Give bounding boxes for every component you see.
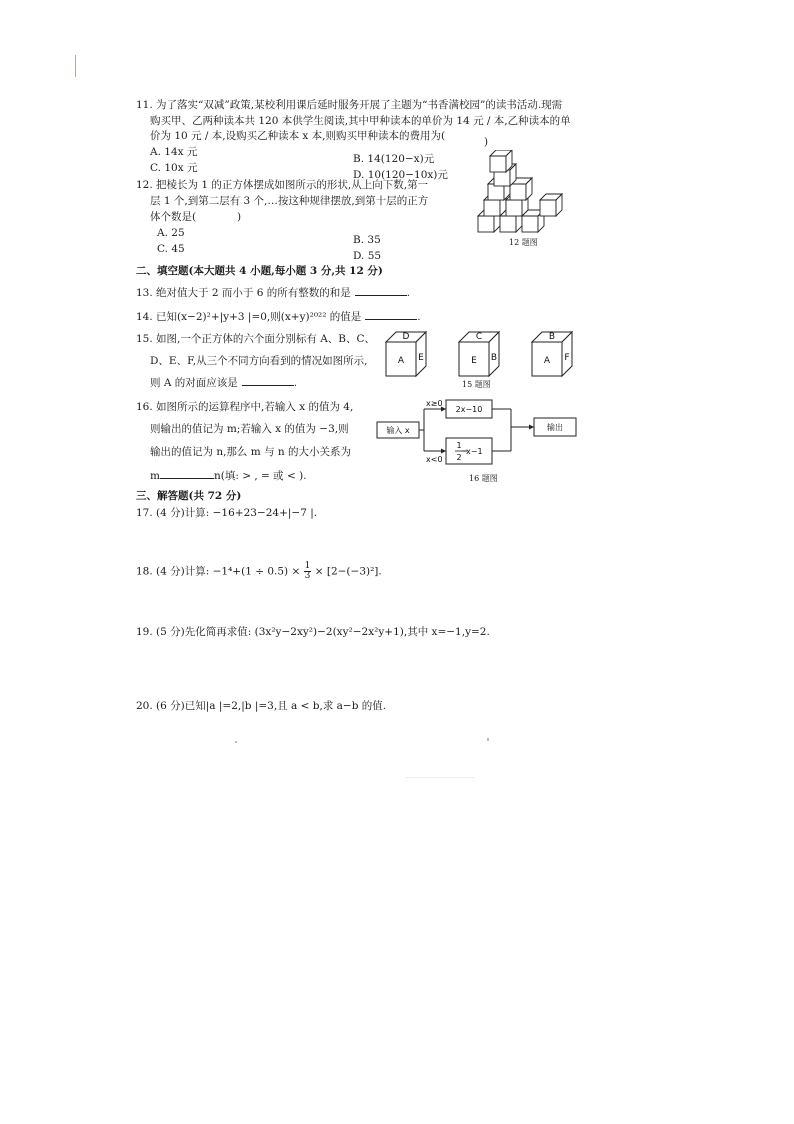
q16-figure-caption: 16 题图 — [469, 474, 498, 483]
q11-option-d: D. 10(120−10x)元 — [353, 169, 448, 181]
q15-figure-caption: 15 题图 — [462, 380, 491, 389]
scan-smudge — [405, 777, 475, 778]
scan-speck — [487, 738, 489, 741]
q18-text: 18. (4 分)计算: −1⁴+(1 ÷ 0.5) × $\frac{1}{3}$ × [2−(−3)²]. — [136, 561, 382, 581]
cube2-top-label: C — [475, 332, 483, 342]
q11-option-c: C. 10x 元 — [150, 162, 198, 174]
q16-line3: 输出的值记为 n,那么 m 与 n 的大小关系为 — [150, 446, 352, 458]
q12-figure-caption: 12 题图 — [509, 238, 538, 247]
cube3-side-label: F — [564, 353, 570, 363]
flow-box-top-expr: 2x−10 — [455, 405, 483, 414]
q19-text: 19. (5 分)先化简再求值: (3x²y−2xy²)−2(xy²−2x²y+1),其中 x=−1,y=2. — [136, 626, 490, 638]
flow-cond-bottom: x<0 — [426, 455, 443, 464]
q15-line1: 15. 如图,一个正方体的六个面分别标有 A、B、C、 — [136, 333, 376, 345]
cube1-side-label: E — [418, 353, 424, 363]
cube3-top-label: B — [548, 332, 556, 342]
cube2-side-label: B — [490, 353, 498, 363]
section2-heading: 二、填空题(本大题共 4 小题,每小题 3 分,共 12 分) — [136, 265, 383, 277]
q12-cube-stack-figure — [470, 150, 566, 234]
q15-line2: D、E、F,从三个不同方向看到的情况如图所示, — [150, 355, 368, 367]
q20-text: 20. (6 分)已知|a |=2,|b |=3,且 a < b,求 a−b 的值. — [136, 700, 387, 712]
scan-edge-mark — [75, 55, 76, 77]
cube2-front-label: E — [471, 356, 477, 366]
q15-line3: 则 A 的对面应该是 . — [150, 377, 298, 389]
q12-line2: 层 1 个,到第二层有 3 个,…按这种规律摆放,到第十层的正方 — [150, 195, 429, 207]
cube1-front-label: A — [397, 356, 405, 366]
q12-option-d: D. 55 — [353, 250, 382, 262]
q16-line4: m n(填: > , = 或 < ). — [150, 470, 307, 482]
q18-fraction: $\frac{1}{3}$ — [304, 561, 311, 581]
q11-line1: 11. 为了落实“双减”政策,某校利用课后延时服务开展了主题为“书香满校园”的读书活动.现需 — [136, 99, 563, 111]
q11-option-b: B. 14(120−x)元 — [353, 153, 435, 165]
cube3-front-label: A — [543, 356, 551, 366]
q12-option-c: C. 45 — [157, 243, 185, 255]
q12-line3: 体个数是( — [150, 211, 197, 223]
flow-box-bottom-expr: x−1 — [466, 447, 483, 456]
q11-close-paren: ) — [484, 136, 489, 148]
q16-flowchart — [376, 396, 586, 468]
q11-option-a: A. 14x 元 — [150, 146, 198, 158]
q12-option-b: B. 35 — [353, 234, 381, 246]
flow-cond-top: x≥0 — [426, 399, 443, 408]
flow-frac-den: 2 — [456, 453, 462, 462]
scan-speck — [235, 741, 237, 743]
q12-close-paren: ) — [237, 211, 242, 223]
flow-input-label: 输入 x — [386, 426, 410, 435]
q12-line1: 12. 把棱长为 1 的正方体摆成如图所示的形状,从上向下数,第一 — [136, 179, 429, 191]
cube1-top-label: D — [402, 332, 410, 342]
section3-heading: 三、解答题(共 72 分) — [136, 490, 242, 502]
flow-output-label: 输出 — [547, 423, 563, 432]
q14-text: 14. 已知(x−2)²+|y+3 |=0,则(x+y)²⁰²² 的值是 . — [136, 311, 421, 323]
q16-line1: 16. 如图所示的运算程序中,若输入 x 的值为 4, — [136, 401, 354, 413]
q16-line2: 则输出的值记为 m;若输入 x 的值为 −3,则 — [150, 423, 349, 435]
cube — [540, 194, 562, 216]
q17-text: 17. (4 分)计算: −16+23−24+|−7 |. — [136, 507, 318, 519]
q11-line2: 购买甲、乙两种读本共 120 本供学生阅读,其中甲种读本的单价为 14 元 / 本,乙种读本的单 — [150, 115, 571, 127]
q13-text: 13. 绝对值大于 2 而小于 6 的所有整数的和是 . — [136, 287, 411, 299]
q15-cube-views-figure — [384, 330, 584, 380]
flow-frac-num: 1 — [456, 441, 462, 450]
q11-line3: 价为 10 元 / 本,设购买乙种读本 x 本,则购买甲种读本的费用为( — [150, 130, 446, 142]
cube — [490, 150, 512, 172]
q12-option-a: A. 25 — [157, 227, 185, 239]
